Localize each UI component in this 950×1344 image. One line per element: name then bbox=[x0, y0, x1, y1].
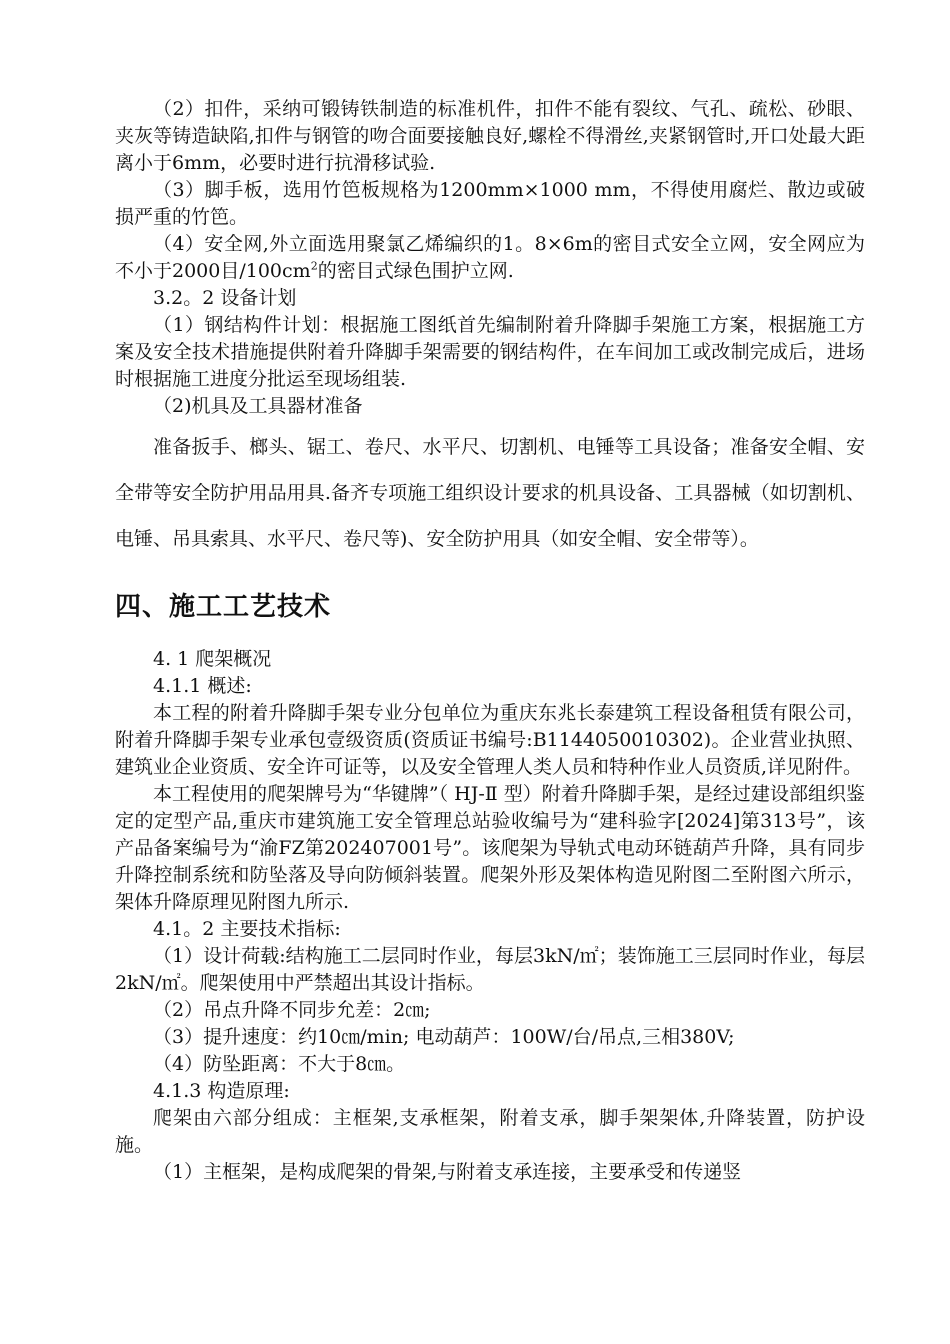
section-heading-4: 四、施工工艺技术 bbox=[115, 592, 332, 622]
subheading-4-1-2: 4.1。2 主要技术指标: bbox=[153, 918, 341, 940]
subheading-4-1: 4. 1 爬架概况 bbox=[153, 648, 272, 670]
paragraph-main-frame: （1）主框架，是构成爬架的骨架,与附着支承连接，主要承受和传递竖 bbox=[153, 1161, 742, 1183]
paragraph-steel-plan: （1）钢结构件计划：根据施工图纸首先编制附着升降脚手架施工方案，根据施工方案及安全技术措施提供附着升降脚手架需要的钢结构件，在车间加工或改制完成后，进场时根据施工进度分批运至现场组装. bbox=[115, 314, 865, 390]
paragraph-tools-title: （2)机具及工具器材准备 bbox=[153, 395, 363, 417]
safety-net-text-a: （4）安全网,外立面选用聚氯乙烯编织的1。8×6m的密目式安全立网，安全网应为不小于2000目/100cm bbox=[115, 233, 865, 282]
superscript-2: 2 bbox=[310, 259, 318, 273]
paragraph-safety-net bbox=[115, 231, 865, 285]
safety-net-text-b: 的密目式绿色围护立网. bbox=[317, 260, 514, 282]
paragraph-sync-tolerance: （2）吊点升降不同步允差：2㎝; bbox=[153, 999, 431, 1021]
paragraph-brand: 本工程使用的爬架牌号为“华键牌”（ HJ-Ⅱ 型）附着升降脚手架，是经过建设部组织鉴定的定型产品,重庆市建筑施工安全管理总站验收编号为“建科验字[2024]第313号”，该产品备案编号为“渝FZ第202407001号”。该爬架为导轨式电动环链葫芦升降，具有同步升降控制系统和防坠落及导向防倾斜装置。爬架外形及架体构造见附图二至附图六所示，架体升降原理见附图九所示. bbox=[115, 783, 865, 913]
subheading-4-1-3: 4.1.3 构造原理: bbox=[153, 1080, 290, 1102]
page-content bbox=[115, 96, 865, 1186]
paragraph-components: 爬架由六部分组成：主框架,支承框架，附着支承，脚手架架体,升降装置，防护设施。 bbox=[115, 1107, 865, 1156]
paragraph-scaffold-board: （3）脚手板，选用竹笆板规格为1200mm×1000 mm，不得使用腐烂、散边或破损严重的竹笆。 bbox=[115, 179, 865, 228]
paragraph-tools-body: 准备扳手、榔头、锯工、卷尺、水平尺、切割机、电锤等工具设备；准备安全帽、安全带等安全防护用品用具.备齐专项施工组织设计要求的机具设备、工具器械（如切割机、电锤、吊具索具、水平尺、卷尺等)、安全防护用具（如安全帽、安全带等）。 bbox=[115, 436, 865, 550]
paragraph-design-load: （1）设计荷载:结构施工二层同时作业，每层3kN/㎡；装饰施工三层同时作业，每层2kN/㎡。爬架使用中严禁超出其设计指标。 bbox=[115, 945, 865, 994]
subheading-3-2-2: 3.2。2 设备计划 bbox=[153, 287, 297, 309]
paragraph-fastener: （2）扣件，采纳可锻铸铁制造的标准机件，扣件不能有裂纹、气孔、疏松、砂眼、夹灰等铸造缺陷,扣件与钢管的吻合面要接触良好,螺栓不得滑丝,夹紧钢管时,开口处最大距离小于6mm，必要时进行抗滑移试验. bbox=[115, 98, 865, 174]
paragraph-fall-distance: （4）防坠距离：不大于8㎝。 bbox=[153, 1053, 406, 1075]
subheading-4-1-1: 4.1.1 概述: bbox=[153, 675, 252, 697]
paragraph-lift-speed: （3）提升速度：约10㎝/min; 电动葫芦：100W/台/吊点,三相380V; bbox=[153, 1026, 735, 1048]
paragraph-contractor: 本工程的附着升降脚手架专业分包单位为重庆东兆长泰建筑工程设备租赁有限公司，附着升降脚手架专业承包壹级资质(资质证书编号:B1144050010302)。企业营业执照、建筑业企业资质、安全许可证等，以及安全管理人类人员和特种作业人员资质,详见附件。 bbox=[115, 702, 865, 778]
